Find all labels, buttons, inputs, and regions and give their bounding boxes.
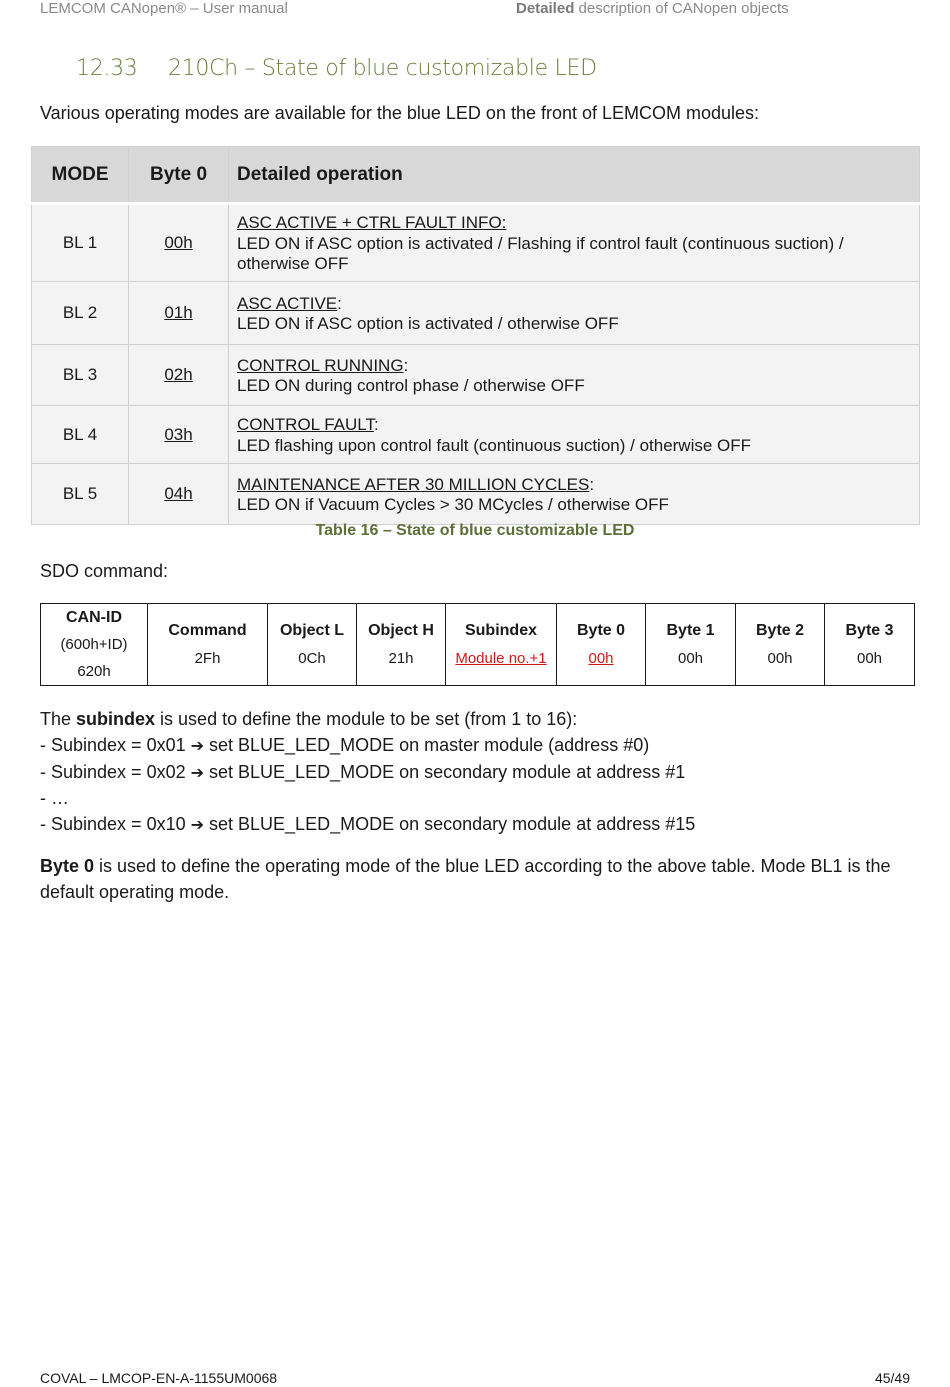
- table-row: [32, 345, 920, 406]
- byte-cell: [129, 464, 229, 525]
- operation-desc: LED ON if ASC option is activated / Flashing if control fault (continuous suction) / otherwise OFF: [237, 233, 844, 274]
- operation-desc: LED ON if ASC option is activated / otherwise OFF: [237, 314, 619, 333]
- operation-cell: [229, 345, 920, 406]
- sdo-header: Subindex: [464, 621, 537, 639]
- header-right-rest: description of CANopen objects: [574, 0, 789, 17]
- sdo-header: Object L: [279, 621, 344, 639]
- sdo-value: 2Fh: [194, 649, 221, 667]
- canid-formula: (600h+ID): [60, 636, 128, 653]
- operation-desc: LED ON if Vacuum Cycles > 30 MCycles / otherwise OFF: [237, 495, 669, 514]
- list-item-post: set BLUE_LED_MODE on secondary module at address #1: [204, 761, 686, 782]
- list-item: [40, 733, 695, 760]
- mode-cell: BL 2: [32, 282, 129, 345]
- header-left: LEMCOM CANopen® – User manual: [40, 0, 288, 17]
- sdo-value: 00h: [588, 649, 614, 667]
- list-item-pre: - Subindex = 0x02: [40, 761, 191, 782]
- sdo-value: 0Ch: [298, 649, 326, 667]
- list-item-post: set BLUE_LED_MODE on secondary module at address #15: [204, 814, 696, 835]
- table-caption: Table 16 – State of blue customizable LED: [315, 522, 635, 539]
- arrow-right-icon: ➔: [190, 764, 205, 782]
- byte-cell: [129, 204, 229, 282]
- table-row: [32, 282, 920, 345]
- operation-name: CONTROL RUNNING: [237, 355, 404, 375]
- byte0-explanation: [40, 853, 915, 905]
- section-number: 12.33: [76, 56, 138, 81]
- arrow-right-icon: ➔: [190, 817, 205, 835]
- byte0-rest: is used to define the operating mode of the blue LED according to the above table. Mode BL1 is the default operating mode.: [40, 856, 891, 902]
- mode-cell: BL 3: [32, 345, 129, 406]
- sdo-header: Byte 2: [755, 621, 805, 639]
- sdo-table: [40, 603, 915, 686]
- operation-name: MAINTENANCE AFTER 30 MILLION CYCLES: [237, 474, 590, 494]
- byte-cell: [129, 345, 229, 406]
- sdo-value: 21h: [388, 649, 414, 667]
- header-right: [516, 0, 789, 17]
- operation-name-suffix: :: [337, 293, 342, 313]
- header-byte0: Byte 0: [129, 147, 229, 204]
- operation-cell: [229, 282, 920, 345]
- list-item: [40, 760, 695, 787]
- byte-cell: [129, 406, 229, 464]
- byte-value: 00h: [164, 233, 193, 252]
- header-detailed-operation: Detailed operation: [229, 147, 920, 204]
- subindex-intro-post: is used to define the module to be set (from 1 to 16):: [155, 709, 578, 729]
- sdo-cell-byte2: [736, 604, 825, 686]
- sdo-cell-canid: [41, 604, 148, 686]
- byte-value: 02h: [164, 365, 193, 384]
- arrow-right-icon: ➔: [190, 737, 205, 755]
- sdo-cell-object-l: [268, 604, 357, 686]
- operation-name-suffix: :: [403, 355, 409, 375]
- subindex-intro-bold: subindex: [76, 709, 156, 729]
- sdo-cell-byte3: [825, 604, 915, 686]
- operation-cell: [229, 204, 920, 282]
- byte-value: 03h: [164, 424, 193, 444]
- operation-name-suffix: :: [373, 415, 379, 434]
- mode-cell: BL 4: [32, 406, 129, 464]
- section-title: [76, 56, 597, 81]
- sdo-cell-object-h: [357, 604, 446, 686]
- byte-value: 04h: [164, 484, 193, 503]
- mode-table: [31, 146, 920, 525]
- sdo-header: Command: [168, 621, 247, 639]
- sdo-cell-command: [148, 604, 268, 686]
- operation-name-suffix: :: [589, 474, 595, 494]
- table-row: [32, 204, 920, 282]
- section-title-text: 210Ch – State of blue customizable LED: [168, 56, 597, 81]
- sdo-header: Byte 3: [845, 621, 894, 639]
- mode-cell: BL 1: [32, 204, 129, 282]
- sdo-row: [41, 604, 915, 686]
- sdo-cell-byte1: [646, 604, 736, 686]
- operation-cell: [229, 464, 920, 525]
- footer-left: COVAL – LMCOP-EN-A-1155UM0068: [40, 1370, 278, 1386]
- header-right-bold: Detailed: [516, 0, 575, 17]
- subindex-explanation: [40, 707, 695, 839]
- operation-name: CONTROL FAULT: [237, 415, 374, 434]
- sdo-cell-byte0: [557, 604, 646, 686]
- mode-table-header: [32, 147, 920, 204]
- header-mode: MODE: [32, 147, 129, 204]
- list-item-pre: - …: [40, 788, 69, 809]
- intro-text: Various operating modes are available for the blue LED on the front of LEMCOM modules:: [40, 103, 760, 123]
- sdo-header: Object H: [368, 621, 434, 639]
- sdo-value: 00h: [677, 649, 704, 667]
- sdo-value: 00h: [767, 649, 793, 667]
- operation-cell: [229, 406, 920, 464]
- sdo-value: Module no.+1: [455, 649, 547, 667]
- byte-cell: [129, 282, 229, 345]
- sdo-cell-subindex: [446, 604, 557, 686]
- operation-desc: LED flashing upon control fault (continuous suction) / otherwise OFF: [237, 435, 752, 455]
- operation-name: ASC ACTIVE + CTRL FAULT INFO:: [237, 213, 507, 233]
- page-number: 45/49: [874, 1370, 910, 1386]
- byte0-bold: Byte 0: [40, 856, 95, 876]
- list-item-pre: - Subindex = 0x01: [40, 734, 191, 755]
- list-item: [40, 812, 695, 839]
- operation-desc: LED ON during control phase / otherwise OFF: [237, 376, 585, 395]
- sdo-label: SDO command:: [40, 561, 169, 581]
- table-row: [32, 406, 920, 464]
- canid-header: CAN-ID: [66, 609, 122, 626]
- list-item: [40, 786, 695, 812]
- operation-name: ASC ACTIVE: [237, 293, 338, 313]
- list-item-pre: - Subindex = 0x10: [40, 814, 191, 835]
- byte-value: 01h: [164, 303, 193, 322]
- subindex-intro-pre: The: [40, 709, 77, 729]
- sdo-value: 00h: [856, 649, 883, 667]
- mode-cell: BL 5: [32, 464, 129, 525]
- table-row: [32, 464, 920, 525]
- sdo-header: Byte 1: [666, 621, 715, 639]
- sdo-header: Byte 0: [576, 621, 626, 639]
- canid-value: 620h: [77, 663, 111, 680]
- list-item-post: set BLUE_LED_MODE on master module (address #0): [204, 734, 650, 755]
- subindex-intro: [40, 707, 695, 733]
